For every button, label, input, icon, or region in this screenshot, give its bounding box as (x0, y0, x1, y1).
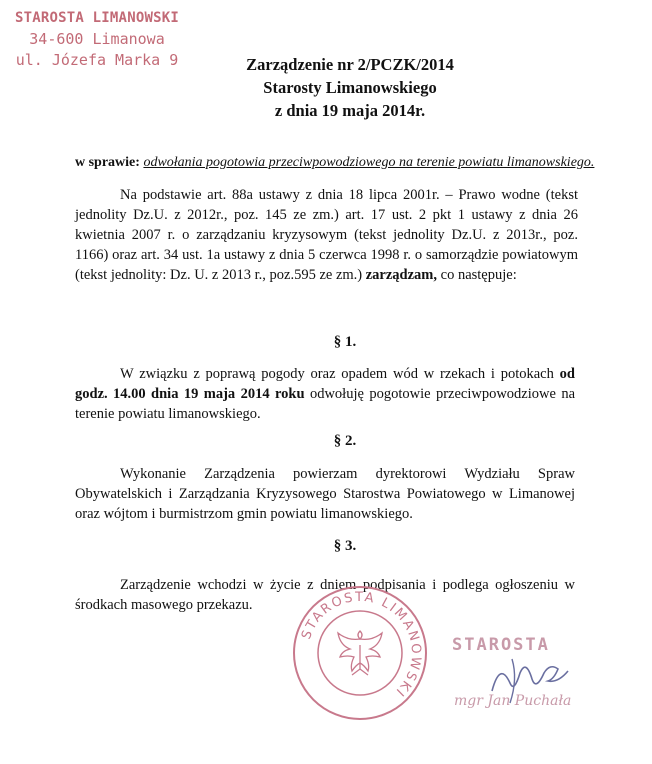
preamble-paragraph (75, 185, 578, 285)
section-3-heading: § 3. (333, 538, 357, 554)
title-line-1: Zarządzenie nr 2/PCZK/2014 (246, 55, 454, 74)
subject-label: w sprawie: (75, 155, 140, 170)
stamp-postal-line: 34-600 Limanowa (29, 30, 165, 48)
official-seal (290, 583, 430, 723)
title-line-3: z dnia 19 maja 2014r. (274, 101, 426, 120)
stamp-street-line: ul. Józefa Marka 9 (15, 51, 179, 69)
preamble-bold: zarządzam, (365, 267, 438, 283)
preamble-tail: co następuje: (440, 267, 517, 283)
eagle-icon (338, 631, 382, 675)
section-1-bold: od godz. 14.00 dnia 19 maja 2014 roku (75, 366, 575, 402)
signatory-title: STAROSTA (452, 635, 550, 655)
office-stamp (12, 8, 182, 71)
section-2-heading: § 2. (333, 433, 357, 449)
title-line-2: Starosty Limanowskiego (263, 78, 437, 97)
section-1-paragraph (75, 364, 575, 424)
seal-text: STAROSTA LIMANOWSKI (299, 589, 424, 701)
section-1-heading: § 1. (333, 334, 357, 350)
subject-line (75, 155, 594, 171)
section-2-paragraph: Wykonanie Zarządzenia powierzam dyrektorowi Wydziału Spraw Obywatelskich i Zarządzania Kryzysowego Starostwa Powiatowego w Limanowej oraz wójtom i burmistrzom gmin powiatu limanowskiego. (75, 466, 575, 522)
subject-text: odwołania pogotowia przeciwpowodziowego na terenie powiatu limanowskiego. (143, 155, 595, 170)
document-title (200, 53, 500, 122)
section-1-text-after: odwołuję pogotowie przeciwpowodziowe na terenie powiatu limanowskiego. (75, 386, 576, 422)
preamble-text: Na podstawie art. 88a ustawy z dnia 18 lipca 2001r. – Prawo wodne (tekst jednolity Dz.U. z 2012r., poz. 145 ze zm.) art. 17 ust. 2 pkt 1 ustawy z dnia 26 kwietnia 2007 r. o zarządzaniu kryzysowym (tekst jednolity Dz.U. z 2013r., poz. 1166) oraz art. 34 ust. 1a ustawy z dnia 5 czerwca 1998 r. o samorządzie powiatowym (tekst jednolity: Dz. U. z 2013 r., poz.595 ze zm.) (75, 187, 578, 283)
section-3-paragraph: Zarządzenie wchodzi w życie z dniem podpisania i podlega ogłoszeniu w środkach masowego przekazu. (75, 577, 575, 613)
signature-block (442, 631, 642, 741)
stamp-office-name: STAROSTA LIMANOWSKI (15, 10, 179, 26)
signatory-name: mgr Jan Puchała (454, 693, 572, 709)
section-1-text-before: W związku z poprawą pogody oraz opadem wód w rzekach i potokach (120, 366, 554, 382)
